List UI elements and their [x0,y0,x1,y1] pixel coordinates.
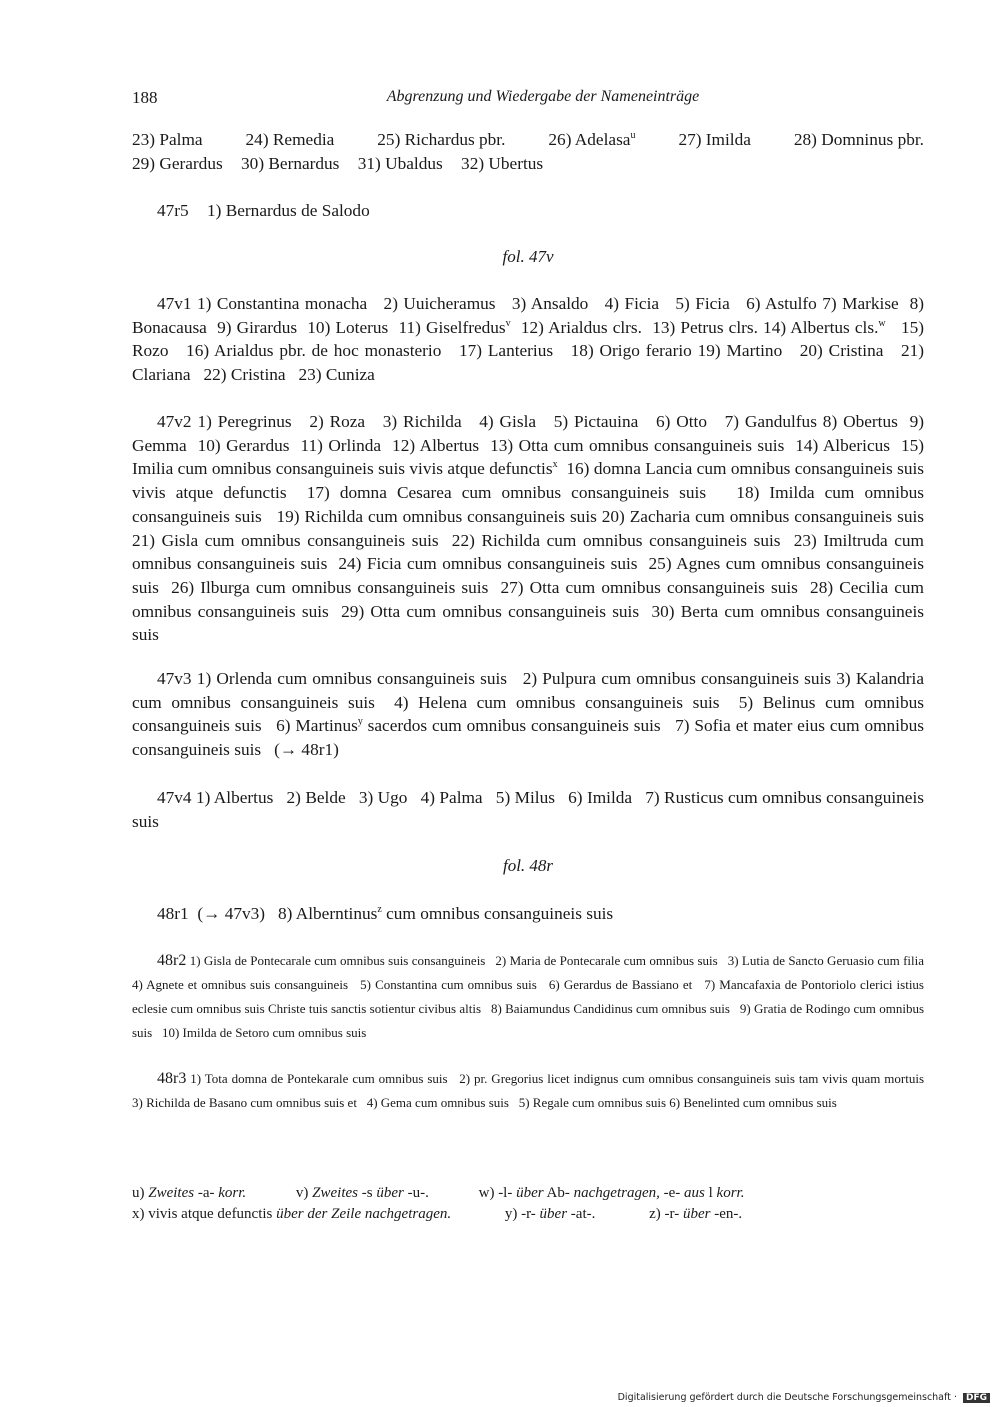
footnote-mark: v [505,317,511,329]
running-title: Abgrenzung und Wiedergabe der Nameneinträge [386,88,700,105]
entry-48r2 [132,949,934,1045]
continuation-line-1 [132,128,924,152]
entry-ref: 47v2 [157,412,192,431]
footnote-v: v) Zweites -s über -u-. [295,1185,429,1201]
footnote-y: y) -r- über -at-. [504,1206,596,1222]
footnote-u: u) Zweites -a- korr. [132,1185,247,1201]
footnote-w: w) -l- über Ab- nachgetragen, -e- aus l korr. [478,1185,745,1201]
footnote-mark: x [552,459,558,471]
entry-ref: 47v1 [157,294,192,313]
footnote-mark: z [377,904,382,916]
entry-text: 1) Orlenda cum omnibus consanguineis suis 2) Pulpura cum omnibus consanguineis suis 3) Kalandria cum omnibus consanguineis suis 4) Helena cum omnibus consanguineis suis 5) Belinus cum omnibus consanguineis suis 6) Martinus$^y$ sacerdos cum omnibus consanguineis suis 7) Sofia et mater eius cum omnibus consanguineis suis (→ 48r1) [132,669,929,760]
page-header [132,88,924,112]
entry-48r3 [132,1067,934,1115]
name-item: 25) Richardus pbr. [377,130,506,149]
entry-ref: 47v3 [157,669,192,688]
name-item: 28) Domninus pbr. [793,130,924,149]
digitization-footer: Digitalisierung gefördert durch die Deutsche Forschungsgemeinschaft · DFG [618,1392,990,1403]
entry-ref: 47v4 [157,788,192,807]
entry-text: 1) Constantina monacha 2) Uuicheramus 3) Ansaldo 4) Ficia 5) Ficia 6) Astulfo 7) Markise 8) Bonacausa 9) Girardus 10) Loterus 11) Giselfredus$^v$ 12) Arialdus clrs. 13) Petrus clrs. 14) Albertus cls.$^w$ 15) Rozo 16) Arialdus pbr. de hoc monasterio 17) Lanterius 18) Origo ferario 19) Martino 20) Cristina 21) Clariana 22) Cristina 23) Cuniza [132,294,929,385]
name-item: 32) Ubertus [461,153,544,173]
folio-heading-47v: fol. 47v [502,247,554,266]
entry-47v1 [132,292,929,387]
footer-text: Digitalisierung gefördert durch die Deutsche Forschungsgemeinschaft [617,1392,951,1403]
entry-text: 1) Peregrinus 2) Roza 3) Richilda 4) Gisla 5) Pictauina 6) Otto 7) Gandulfus 8) Obertus 9) Gemma 10) Gerardus 11) Orlinda 12) Albertus 13) Otta cum omnibus consanguineis suis 14) Albericus 15) Imilia cum omnibus consanguineis suis vivis atque defunctis$^x$ 16) domna Lancia cum omnibus consanguineis suis vivis atque defunctis 17) domna Cesarea cum omnibus consanguineis suis 18) Imilda cum omnibus consanguineis suis 19) Richilda cum omnibus consanguineis suis 20) Zacharia cum omnibus consanguineis suis 21) Gisla cum omnibus consanguineis suis 22) Richilda cum omnibus consanguineis suis 23) Imiltruda cum omnibus consanguineis suis 24) Ficia cum omnibus consanguineis suis 25) Agnes cum omnibus consanguineis suis 26) Ilburga cum omnibus consanguineis suis 27) Otta cum omnibus consanguineis suis 28) Cecilia cum omnibus consanguineis suis 29) Otta cum omnibus consanguineis suis 30) Berta cum omnibus consanguineis suis [132,412,933,645]
footnote-x: x) vivis atque defunctis über der Zeile nachgetragen. [132,1206,452,1222]
name-item: 24) Remedia [245,130,335,149]
entry-47v2 [132,410,933,647]
footnote-mark: y [357,716,363,728]
continuation-line-2 [132,152,924,176]
name-item: 26) Adelasa$^u$ [548,130,636,149]
entry-text: 1) Tota domna de Pontekarale cum omnibus suis 2) pr. Gregorius licet indignus cum omnibus consanguineis suis tam vivis quam mortuis 3) Richilda de Basano cum omnibus suis et 4) Gema cum omnibus suis 5) Regale cum omnibus suis 6) Benelinted cum omnibus suis [132,1071,934,1110]
entry-text: 1) Bernardus de Salodo [207,201,370,220]
entry-47r5 [132,199,924,223]
continuation-entries [132,128,924,175]
dfg-logo: DFG [963,1393,990,1403]
entry-text: 1) Gisla de Pontecarale cum omnibus suis consanguineis 2) Maria de Pontecarale cum omnibus suis 3) Lutia de Sancto Geruasio cum filia 4) Agnete et omnibus suis consanguineis 5) Constantina cum omnibus suis 6) Gerardus de Bassiano et 7) Mancafaxia de Pontoriolo clerici istius eclesie cum omnibus suis Christe tuis sanctis sotientur civibus altis 8) Baiamundus Candidinus cum omnibus suis 9) Gratia de Rodingo cum omnibus suis 10) Imilda de Setoro cum omnibus suis [132,953,934,1040]
entry-48r1 [132,902,924,926]
page-number: 188 [132,88,158,107]
entry-47v3 [132,667,929,762]
entry-ref: 48r3 [157,1070,187,1087]
folio-heading-48r: fol. 48r [502,856,554,875]
footnote-mark: w [878,317,886,329]
footnotes [132,1183,932,1225]
footnote-mark: u [630,130,636,142]
entry-text: (→ 47v3) 8) Alberntinus$^z$ cum omnibus consanguineis suis [197,904,614,923]
name-item: 30) Bernardus [241,153,340,173]
footnote-z: z) -r- über -en-. [649,1206,743,1222]
name-item: 31) Ubaldus [357,153,443,173]
name-item: 29) Gerardus [132,153,223,173]
entry-47v4 [132,786,929,833]
entry-ref: 48r1 [157,904,189,923]
entry-text: 1) Albertus 2) Belde 3) Ugo 4) Palma 5) Milus 6) Imilda 7) Rusticus cum omnibus consanguineis suis [132,788,929,831]
entry-ref: 47r5 [157,201,189,220]
entry-ref: 48r2 [157,952,187,969]
name-item: 23) Palma [132,130,203,149]
name-item: 27) Imilda [678,130,751,149]
